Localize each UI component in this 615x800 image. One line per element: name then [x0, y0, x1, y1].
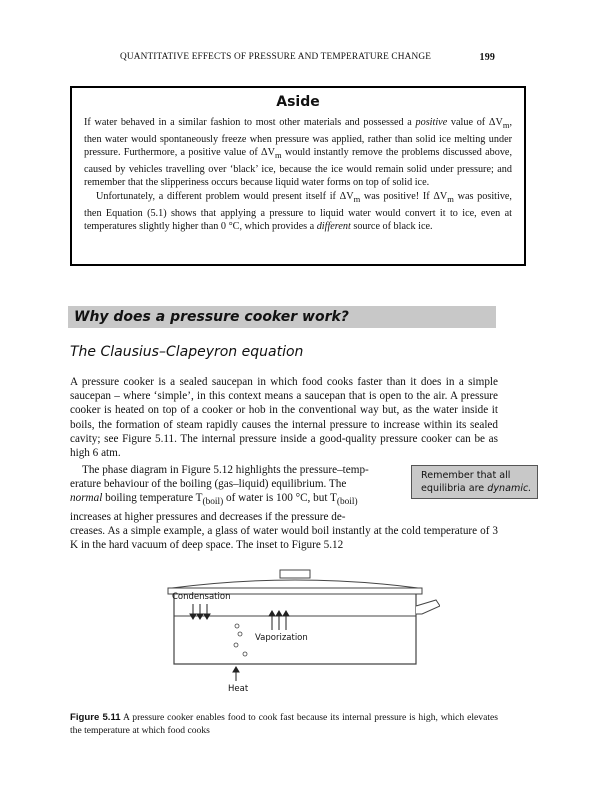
- label-heat: Heat: [228, 684, 249, 694]
- lid-knob: [280, 570, 310, 578]
- aside-paragraph-1: If water behaved in a similar fashion to most other materials and possessed a positive value of $\Delta V_m$, then water would spontaneously freeze when pressure was applied, rather than solid ice melting under pressure. Furthermore, a positive value of $\Delta V_m$ would instantly remove the problems discussed above, caused by vehicles travelling over ‘black’ ice, because the ice would remain solid under pressure; and remember that the slipperiness occurs because liquid water forms on top of solid ice.: [84, 117, 513, 189]
- margin-note-line-1: Remember that all: [421, 470, 511, 481]
- margin-note-emphasis: dynamic.: [487, 483, 532, 494]
- para2-line-1: The phase diagram in Figure 5.12 highlights the pressure–temp-: [82, 464, 369, 476]
- para2-line-3: normal boiling temperature $T_{(boil)}$ of water is 100 °C, but $T_{(boil)}$: [70, 492, 358, 508]
- subsection-heading: The Clausius–Clapeyron equation: [70, 344, 304, 360]
- bubbles: [234, 624, 247, 656]
- caption-text: A pressure cooker enables food to cook fast because its internal pressure is high, which elevates the temperature at which food cooks: [70, 712, 499, 736]
- running-title: QUANTITATIVE EFFECTS OF PRESSURE AND TEMPERATURE CHANGE: [120, 52, 432, 62]
- caption-label: Figure 5.11: [70, 712, 121, 723]
- para2-line-4: increases at higher pressures and decreases if the pressure de-: [70, 510, 346, 523]
- para2-rest: creases. As a simple example, a glass of water would boil instantly at the cold temperature of 3 K in the hard vacuum of deep space. The inset to Figure 5.12: [70, 525, 498, 552]
- pot-body: [174, 594, 416, 664]
- aside-box: [70, 86, 526, 266]
- heat-arrow: [233, 667, 239, 681]
- page-number: 199: [479, 52, 495, 63]
- para2-line-2: erature behaviour of the boiling (gas–liquid) equilibrium. The: [70, 478, 347, 491]
- label-condensation: Condensation: [172, 592, 231, 602]
- vaporization-arrows: [269, 611, 289, 630]
- aside-paragraph-2: Unfortunately, a different problem would present itself if $\Delta V_m$ was positive! If $\Delta V_m$ was positive, then Equation (5.1) shows that applying a pressure to liquid water would convert it to ice, even at temperatures slightly higher than 0 °C, which provides a different source of black ice.: [84, 191, 512, 233]
- label-vaporization: Vaporization: [255, 633, 308, 643]
- figure-caption: [70, 711, 498, 737]
- pot-handle: [416, 600, 440, 614]
- section-heading: Why does a pressure cooker work?: [68, 306, 496, 328]
- lid-dome: [172, 580, 418, 588]
- aside-title: Aside: [276, 94, 320, 110]
- margin-note-line-2: equilibria are: [421, 483, 488, 494]
- pressure-cooker-figure: [150, 568, 440, 698]
- body-paragraph-1: A pressure cooker is a sealed saucepan in which food cooks faster than it does in a simple saucepan – where ‘simple’, in this context means a saucepan that is open to the air. A pressure cooker is heated on top of a cooker or hob in the conventional way but, as the water inside it boils, the formation of steam rapidly causes the internal pressure to increase within its sealed cavity; see Figure 5.11. The internal pressure inside a good-quality pressure cooker can be as high 6 atm.: [70, 376, 498, 460]
- margin-note: [411, 465, 538, 499]
- condensation-arrows: [190, 604, 210, 619]
